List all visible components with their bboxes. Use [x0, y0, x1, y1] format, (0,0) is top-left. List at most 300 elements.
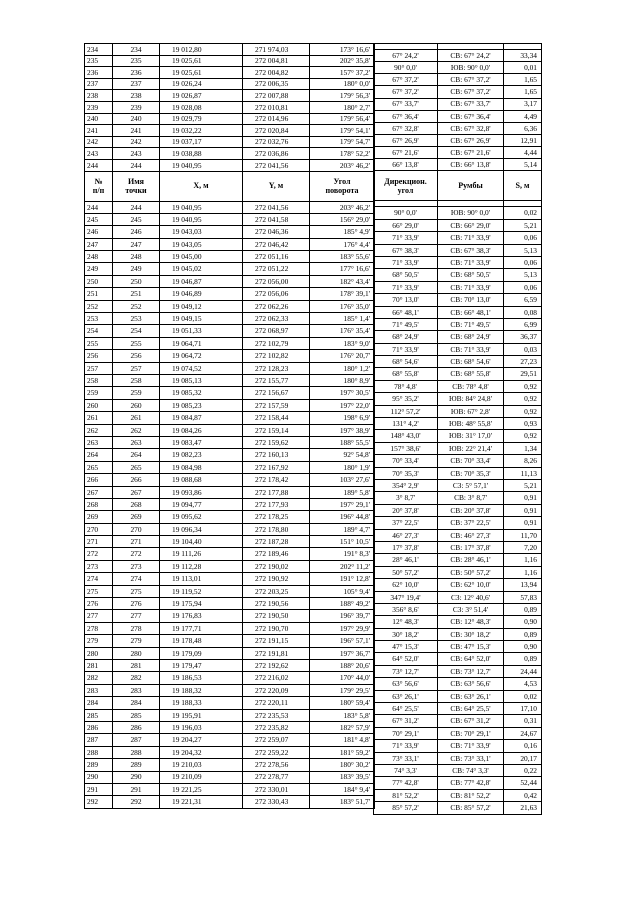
- table-cell: 196° 44,8': [310, 511, 375, 523]
- table-cell: 19 026,87: [160, 90, 243, 102]
- table-cell: 272 046,42: [243, 238, 310, 250]
- table-row: [374, 616, 542, 628]
- table-cell: 272 036,86: [243, 148, 310, 160]
- table-cell: 157° 38,6': [374, 442, 438, 454]
- table-cell: 272 159,14: [243, 424, 310, 436]
- table-cell: 11,70: [504, 529, 542, 541]
- table-cell: СВ: 71° 33,9': [438, 343, 504, 355]
- table-cell: 272 235,82: [243, 721, 310, 733]
- table-cell: 272 190,70: [243, 622, 310, 634]
- table-cell: 272 102,79: [243, 337, 310, 349]
- table-cell: 240: [113, 113, 160, 125]
- table-cell: ЮВ: 48° 55,8': [438, 418, 504, 430]
- table-cell: 66° 48,1': [374, 306, 438, 318]
- table-cell: 19 082,23: [160, 449, 243, 461]
- table-cell: СВ: 73° 12,7': [438, 665, 504, 677]
- table-row: [85, 536, 375, 548]
- table-row: [85, 300, 375, 312]
- col-header-y: Y, м: [243, 171, 310, 201]
- table-cell: 19 029,79: [160, 113, 243, 125]
- table-row: [85, 101, 375, 113]
- table-cell: 19 196,03: [160, 721, 243, 733]
- table-cell: 46° 27,3': [374, 529, 438, 541]
- table-row: [85, 113, 375, 125]
- table-cell: 180° 8,9': [310, 375, 375, 387]
- table-header: [85, 171, 375, 201]
- table-cell: 71° 33,9': [374, 343, 438, 355]
- table-cell: 272: [113, 548, 160, 560]
- table-row: [85, 449, 375, 461]
- directions-table: [373, 43, 542, 815]
- table-row: [85, 734, 375, 746]
- table-cell: 287: [113, 734, 160, 746]
- table-cell: 19 085,23: [160, 399, 243, 411]
- table-cell: 203° 46,2': [310, 201, 375, 213]
- table-cell: 179° 54,1': [310, 125, 375, 137]
- table-cell: 19 040,95: [160, 159, 243, 171]
- table-cell: 272 004,81: [243, 55, 310, 67]
- table-cell: СВ: 62° 10,0': [438, 579, 504, 591]
- table-cell: 19 043,05: [160, 238, 243, 250]
- table-cell: 272 056,06: [243, 288, 310, 300]
- table-cell: 183° 5,8': [310, 709, 375, 721]
- table-cell: 68° 50,5': [374, 269, 438, 281]
- table-row: [374, 764, 542, 776]
- table-row: [374, 380, 542, 392]
- table-cell: 272 056,00: [243, 275, 310, 287]
- table-cell: 0,93: [504, 418, 542, 430]
- table-cell: 50° 57,2': [374, 566, 438, 578]
- table-row: [374, 269, 542, 281]
- table-row: [374, 727, 542, 739]
- table-cell: 103° 27,6': [310, 474, 375, 486]
- table-cell: 28° 46,1': [374, 554, 438, 566]
- table-cell: СВ: 30° 18,2': [438, 628, 504, 640]
- table-cell: 271: [113, 536, 160, 548]
- table-row: [374, 455, 542, 467]
- table-row: [85, 201, 375, 213]
- table-row: [85, 461, 375, 473]
- table-cell: 0,16: [504, 740, 542, 752]
- table-cell: 255: [113, 337, 160, 349]
- table-cell: 272 259,22: [243, 746, 310, 758]
- table-cell: 272 278,77: [243, 771, 310, 783]
- table-cell: СВ: 63° 26,1': [438, 690, 504, 702]
- table-row: [85, 796, 375, 808]
- table-row: [85, 424, 375, 436]
- table-cell: СЗ: 12° 40,6': [438, 591, 504, 603]
- table-cell: 19 177,71: [160, 622, 243, 634]
- table-cell: 0,02: [504, 207, 542, 219]
- table-row: [374, 343, 542, 355]
- table-cell: 19 074,52: [160, 362, 243, 374]
- table-cell: 272 051,22: [243, 263, 310, 275]
- table-cell: 63° 26,1': [374, 690, 438, 702]
- table-cell: СВ: 70° 35,3': [438, 467, 504, 479]
- table-cell: 197° 36,7': [310, 647, 375, 659]
- table-row: [85, 672, 375, 684]
- table-cell: 188° 20,6': [310, 659, 375, 671]
- table-cell: 70° 13,0': [374, 294, 438, 306]
- table-cell: 0,92: [504, 405, 542, 417]
- table-cell: 234: [113, 44, 160, 56]
- table-cell: СВ: 67° 36,4': [438, 110, 504, 122]
- table-row: [374, 467, 542, 479]
- table-cell: 19 221,31: [160, 796, 243, 808]
- table-cell: 272 187,28: [243, 536, 310, 548]
- table-row: [85, 159, 375, 171]
- table-cell: 71° 49,5': [374, 318, 438, 330]
- table-row: [85, 548, 375, 560]
- table-cell: 271: [85, 536, 113, 548]
- table-cell: 239: [85, 101, 113, 113]
- table-cell: 292: [113, 796, 160, 808]
- table-cell: 73° 12,7': [374, 665, 438, 677]
- table-cell: 189° 4,7': [310, 523, 375, 535]
- table-cell: 269: [85, 511, 113, 523]
- table-cell: 0,92: [504, 430, 542, 442]
- table-cell: 235: [113, 55, 160, 67]
- table-cell: 62° 10,0': [374, 579, 438, 591]
- table-row: [85, 474, 375, 486]
- col-header-s: S, м: [504, 171, 542, 201]
- table-cell: 263: [113, 436, 160, 448]
- table-cell: 90° 0,0': [374, 207, 438, 219]
- table-cell: 272 191,15: [243, 635, 310, 647]
- table-cell: 19 093,86: [160, 486, 243, 498]
- table-cell: СВ: 28° 46,1': [438, 554, 504, 566]
- table-cell: 5,13: [504, 269, 542, 281]
- table-cell: 19 037,17: [160, 136, 243, 148]
- table-cell: 287: [85, 734, 113, 746]
- table-cell: 272 160,13: [243, 449, 310, 461]
- table-cell: 67° 33,7': [374, 98, 438, 110]
- table-row: [374, 715, 542, 727]
- table-cell: 281: [113, 659, 160, 671]
- table-cell: 4,53: [504, 678, 542, 690]
- table-cell: 78° 4,8': [374, 380, 438, 392]
- table-cell: 19 045,00: [160, 251, 243, 263]
- table-cell: 272 278,56: [243, 759, 310, 771]
- table-row: [85, 387, 375, 399]
- table-cell: 73° 33,1': [374, 752, 438, 764]
- table-cell: 57,83: [504, 591, 542, 603]
- table-row: [374, 281, 542, 293]
- table-cell: 19 083,47: [160, 436, 243, 448]
- table-cell: 178° 52,2': [310, 148, 375, 160]
- table-cell: 170° 44,0': [310, 672, 375, 684]
- table-cell: 242: [85, 136, 113, 148]
- table-cell: 4,44: [504, 147, 542, 159]
- table-cell: 198° 6,9': [310, 412, 375, 424]
- table-cell: СВ: 68° 24,9': [438, 331, 504, 343]
- table-cell: 19 179,47: [160, 659, 243, 671]
- table-cell: 197° 29,9': [310, 622, 375, 634]
- table-cell: 36,37: [504, 331, 542, 343]
- table-cell: 68° 54,6': [374, 356, 438, 368]
- table-cell: СВ: 50° 57,2': [438, 566, 504, 578]
- table-cell: 11,13: [504, 467, 542, 479]
- table-cell: 278: [85, 622, 113, 634]
- table-cell: 19 084,26: [160, 424, 243, 436]
- table-cell: 284: [85, 697, 113, 709]
- table-row: [85, 362, 375, 374]
- table-cell: 30° 18,2': [374, 628, 438, 640]
- table-row: [374, 318, 542, 330]
- table-cell: 238: [113, 90, 160, 102]
- table-cell: 202° 35,8': [310, 55, 375, 67]
- table-cell: 279: [113, 635, 160, 647]
- table-cell: 24,44: [504, 665, 542, 677]
- table-cell: 253: [113, 313, 160, 325]
- table-cell: СВ: 77° 42,8': [438, 777, 504, 789]
- table-cell: 257: [113, 362, 160, 374]
- table-cell: 291: [113, 783, 160, 795]
- table-cell: СВ: 20° 37,8': [438, 504, 504, 516]
- table-cell: 0,89: [504, 653, 542, 665]
- table-row: [374, 207, 542, 219]
- table-cell: 246: [113, 226, 160, 238]
- table-cell: 19 026,24: [160, 78, 243, 90]
- table-cell: СВ: 3° 8,7': [438, 492, 504, 504]
- table-cell: 176° 35,0': [310, 300, 375, 312]
- table-cell: 272 158,44: [243, 412, 310, 424]
- table-cell: 0,01: [504, 62, 542, 74]
- table-row: [374, 134, 542, 146]
- table-cell: СВ: 68° 55,8': [438, 368, 504, 380]
- table-cell: 67° 21,6': [374, 147, 438, 159]
- table-row: [374, 74, 542, 86]
- table-row: [374, 504, 542, 516]
- table-cell: 262: [113, 424, 160, 436]
- table-cell: 266: [113, 474, 160, 486]
- table-cell: 283: [113, 684, 160, 696]
- table-row: [374, 492, 542, 504]
- table-cell: 272 020,84: [243, 125, 310, 137]
- table-cell: СВ: 71° 33,9': [438, 256, 504, 268]
- table-cell: 247: [113, 238, 160, 250]
- table-cell: 33,34: [504, 50, 542, 62]
- table-cell: 282: [113, 672, 160, 684]
- table-row: [85, 598, 375, 610]
- table-cell: 236: [113, 67, 160, 79]
- table-cell: 251: [113, 288, 160, 300]
- table-cell: 182° 43,4': [310, 275, 375, 287]
- table-cell: 189° 5,8': [310, 486, 375, 498]
- table-cell: 182° 57,9': [310, 721, 375, 733]
- table-cell: 27,23: [504, 356, 542, 368]
- table-cell: 5,14: [504, 159, 542, 171]
- table-cell: 276: [113, 598, 160, 610]
- table-row: [85, 585, 375, 597]
- table-cell: СВ: 67° 37,2': [438, 86, 504, 98]
- table-row: [85, 783, 375, 795]
- table-header: [374, 171, 542, 201]
- table-cell: СВ: 71° 33,9': [438, 281, 504, 293]
- table-cell: 19 046,87: [160, 275, 243, 287]
- table-cell: 272 167,92: [243, 461, 310, 473]
- table-cell: 19 012,80: [160, 44, 243, 56]
- table-cell: 67° 36,4': [374, 110, 438, 122]
- table-cell: 67° 38,3': [374, 244, 438, 256]
- table-cell: 19 094,77: [160, 498, 243, 510]
- table-cell: 272 007,88: [243, 90, 310, 102]
- table-cell: 0,91: [504, 504, 542, 516]
- table-cell: 4,49: [504, 110, 542, 122]
- table-cell: 19 221,25: [160, 783, 243, 795]
- table-cell: СВ: 12° 48,3': [438, 616, 504, 628]
- table-cell: 19 210,03: [160, 759, 243, 771]
- table-row: [374, 442, 542, 454]
- table-cell: 67° 26,9': [374, 134, 438, 146]
- table-cell: 288: [85, 746, 113, 758]
- table-cell: 197° 30,5': [310, 387, 375, 399]
- table-cell: 272 220,11: [243, 697, 310, 709]
- table-cell: 0,91: [504, 517, 542, 529]
- table-cell: 0,22: [504, 764, 542, 776]
- table-cell: СВ: 46° 27,3': [438, 529, 504, 541]
- table-cell: 0,02: [504, 690, 542, 702]
- table-cell: 252: [85, 300, 113, 312]
- table-cell: 3° 8,7': [374, 492, 438, 504]
- table-cell: 253: [85, 313, 113, 325]
- table-cell: 5,21: [504, 480, 542, 492]
- table-cell: 19 085,13: [160, 375, 243, 387]
- table-cell: 250: [113, 275, 160, 287]
- table-cell: 277: [85, 610, 113, 622]
- table-cell: 238: [85, 90, 113, 102]
- table-row: [85, 238, 375, 250]
- table-cell: 12,91: [504, 134, 542, 146]
- table-cell: 70° 29,1': [374, 727, 438, 739]
- table-cell: 37° 22,5': [374, 517, 438, 529]
- table-cell: 177° 16,6': [310, 263, 375, 275]
- table-cell: 20° 37,8': [374, 504, 438, 516]
- table-row: [85, 771, 375, 783]
- table-cell: 277: [113, 610, 160, 622]
- table-cell: 112° 57,2': [374, 405, 438, 417]
- table-cell: 249: [85, 263, 113, 275]
- table-cell: 272 128,23: [243, 362, 310, 374]
- table-cell: 283: [85, 684, 113, 696]
- table-cell: 272 156,67: [243, 387, 310, 399]
- table-row: [374, 777, 542, 789]
- table-cell: 250: [85, 275, 113, 287]
- table-cell: 184° 9,4': [310, 783, 375, 795]
- table-cell: СВ: 67° 33,7': [438, 98, 504, 110]
- col-header-x: X, м: [160, 171, 243, 201]
- table-cell: 244: [113, 159, 160, 171]
- table-row: [374, 628, 542, 640]
- table-row: [374, 98, 542, 110]
- table-cell: 347° 19,4': [374, 591, 438, 603]
- table-cell: СВ: 66° 13,8': [438, 159, 504, 171]
- table-cell: 289: [113, 759, 160, 771]
- table-cell: 6,36: [504, 122, 542, 134]
- table-cell: 173° 16,6': [310, 44, 375, 56]
- table-cell: СВ: 67° 38,3': [438, 244, 504, 256]
- table-cell: 176° 4,4': [310, 238, 375, 250]
- table-cell: 19 104,40: [160, 536, 243, 548]
- table-cell: 5,21: [504, 219, 542, 231]
- table-row: [85, 136, 375, 148]
- table-row: [374, 789, 542, 801]
- table-cell: 290: [113, 771, 160, 783]
- table-cell: 272 041,58: [243, 213, 310, 225]
- table-cell: 202° 11,2': [310, 560, 375, 572]
- table-cell: 67° 37,2': [374, 74, 438, 86]
- table-cell: 19 095,62: [160, 511, 243, 523]
- table-cell: 272 051,16: [243, 251, 310, 263]
- table-row: [374, 110, 542, 122]
- table-row: [374, 665, 542, 677]
- table-cell: 272 220,09: [243, 684, 310, 696]
- table-cell: 272 032,76: [243, 136, 310, 148]
- table-cell: 272 178,25: [243, 511, 310, 523]
- table-cell: 185° 4,9': [310, 226, 375, 238]
- table-cell: 258: [85, 375, 113, 387]
- table-cell: 188° 49,2': [310, 598, 375, 610]
- table-row: [374, 529, 542, 541]
- table-cell: 196° 57,1': [310, 635, 375, 647]
- table-cell: 180° 1,2': [310, 362, 375, 374]
- table-cell: СВ: 70° 29,1': [438, 727, 504, 739]
- table-cell: 234: [85, 44, 113, 56]
- table-cell: 19 204,27: [160, 734, 243, 746]
- table-row: [85, 251, 375, 263]
- table-cell: 157° 37,2': [310, 67, 375, 79]
- table-cell: 17,10: [504, 703, 542, 715]
- table-cell: 24,67: [504, 727, 542, 739]
- table-row: [374, 294, 542, 306]
- table-cell: 77° 42,8': [374, 777, 438, 789]
- table-cell: 19 112,28: [160, 560, 243, 572]
- table-cell: 19 210,09: [160, 771, 243, 783]
- table-row: [85, 313, 375, 325]
- table-cell: 17° 37,8': [374, 541, 438, 553]
- table-row: [85, 610, 375, 622]
- table-cell: 6,59: [504, 294, 542, 306]
- table-cell: ЮВ: 67° 2,8': [438, 405, 504, 417]
- table-cell: ЮВ: 22° 21,4': [438, 442, 504, 454]
- table-cell: 19 051,33: [160, 325, 243, 337]
- table-cell: 272 190,50: [243, 610, 310, 622]
- table-cell: 203° 46,2': [310, 159, 375, 171]
- table-cell: 19 179,09: [160, 647, 243, 659]
- table-cell: 0,90: [504, 616, 542, 628]
- table-cell: СВ: 67° 32,8': [438, 122, 504, 134]
- table-cell: 66° 29,0': [374, 219, 438, 231]
- table-row: [374, 356, 542, 368]
- table-row: [85, 684, 375, 696]
- table-cell: 282: [85, 672, 113, 684]
- table-row: [374, 232, 542, 244]
- table-cell: 292: [85, 796, 113, 808]
- table-cell: 81° 52,2': [374, 789, 438, 801]
- table-cell: 259: [85, 387, 113, 399]
- table-cell: 196° 39,7': [310, 610, 375, 622]
- table-cell: 275: [113, 585, 160, 597]
- table-cell: 284: [113, 697, 160, 709]
- table-cell: 247: [85, 238, 113, 250]
- table-row: [85, 635, 375, 647]
- table-cell: 19 040,95: [160, 201, 243, 213]
- table-cell: 19 043,03: [160, 226, 243, 238]
- table-cell: 261: [85, 412, 113, 424]
- table-cell: 85° 57,2': [374, 802, 438, 814]
- table-row: [374, 62, 542, 74]
- table-cell: 19 049,15: [160, 313, 243, 325]
